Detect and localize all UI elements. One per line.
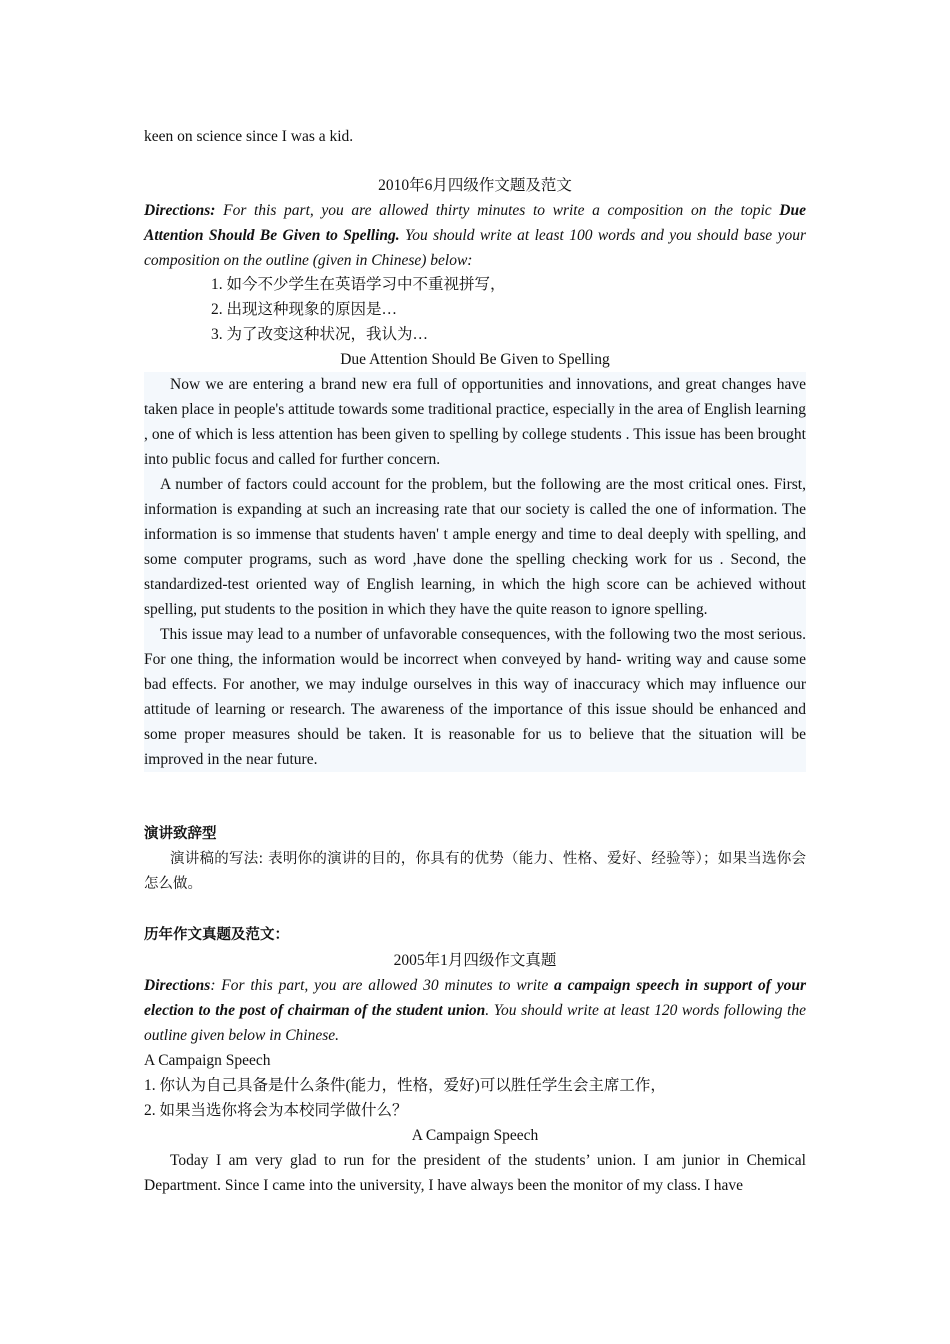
essay-paragraph: A number of factors could account for the problem, but the following are the most critical ones. First, information is expanding at such an increasing rate that our society is called the one of information. The information is so immense that students haven' t ample energy and time to deal deeply with spelling, and some computer programs, such as word ,have done the spelling checking work for us . Second, the standardized-test oriented way of English learning, in which the high score can be achieved without spelling, put students to the position in which they have the quite reason to ignore spelling. — [144, 476, 806, 619]
directions-text-2: You should write at least 100 words and you should base your composition on the outline (given in Chinese) below: — [144, 227, 806, 269]
outline-item: 1. 你认为自己具备是什么条件(能力，性格，爱好)可以胜任学生会主席工作， — [144, 1077, 666, 1095]
speech-heading: 演讲致辞型 — [144, 826, 217, 843]
directions-2005 — [144, 973, 806, 1048]
essay-body-2010 — [144, 372, 806, 772]
outline-item: 1. 如今不少学生在英语学习中不重视拼写， — [211, 276, 506, 293]
outline-item: 2. 如果当选你将会为本校同学做什么？ — [144, 1102, 408, 1120]
speech-note: 演讲稿的写法: 表明你的演讲的目的，你具有的优势（能力、性格、爱好、经验等）；如果当选你会怎么做。 — [144, 851, 806, 893]
directions-text: For this part, you are allowed thirty minutes to write a composition on the topic — [215, 202, 780, 219]
outline-item: 3. 为了改变这种状况，我认为… — [211, 325, 429, 343]
essay-paragraph: Today I am very glad to run for the president of the students’ union. I am junior in Chemical Department. Since I came into the university, I have always been the monitor of my class. I have — [144, 1152, 806, 1195]
directions-topic: Due Attention Should Be Given to Spelling. — [144, 202, 806, 244]
directions-label: Directions — [144, 977, 211, 995]
directions-text-2: . You should write at least 120 words following the outline given below in Chinese. — [144, 1002, 806, 1045]
directions-text: : For this part, you are allowed 30 minutes to write — [210, 977, 555, 995]
essay-paragraph: This issue may lead to a number of unfavorable consequences, with the following two the most serious. For one thing, the information would be incorrect when conveyed by hand- writing way and cause some bad effects. For another, we may indulge ourselves in this way of inaccuracy which may influence our attitude of learning or research. The awareness of the importance of this issue should be enhanced and some proper measures should be taken. It is reasonable for us to believe that the situation will be improved in the near future. — [144, 626, 806, 769]
directions-topic: a campaign speech in support of your election to the post of chairman of the student union — [144, 977, 806, 1020]
continued-text: keen on science since I was a kid. — [144, 128, 354, 145]
essay-title-2010: Due Attention Should Be Given to Spelling — [340, 351, 610, 369]
essay-paragraph: Now we are entering a brand new era full of opportunities and innovations, and great changes have taken place in people's attitude towards some traditional practice, especially in the area of English learning , one of which is less attention has been given to spelling by college students . This issue has been brought into public focus and called for further concern. — [144, 376, 806, 469]
directions-2010 — [144, 198, 806, 273]
outline-item: 2. 出现这种现象的原因是… — [211, 300, 398, 318]
essay-title-2005: A Campaign Speech — [411, 1127, 539, 1145]
section-title-2005: 2005年1月四级作文真题 — [393, 952, 557, 970]
campaign-label: A Campaign Speech — [144, 1052, 271, 1070]
section-title-2010: 2010年6月四级作文题及范文 — [378, 177, 572, 194]
document-body — [144, 124, 806, 1198]
directions-label: Directions: — [144, 202, 216, 219]
past-heading: 历年作文真题及范文： — [144, 927, 289, 944]
